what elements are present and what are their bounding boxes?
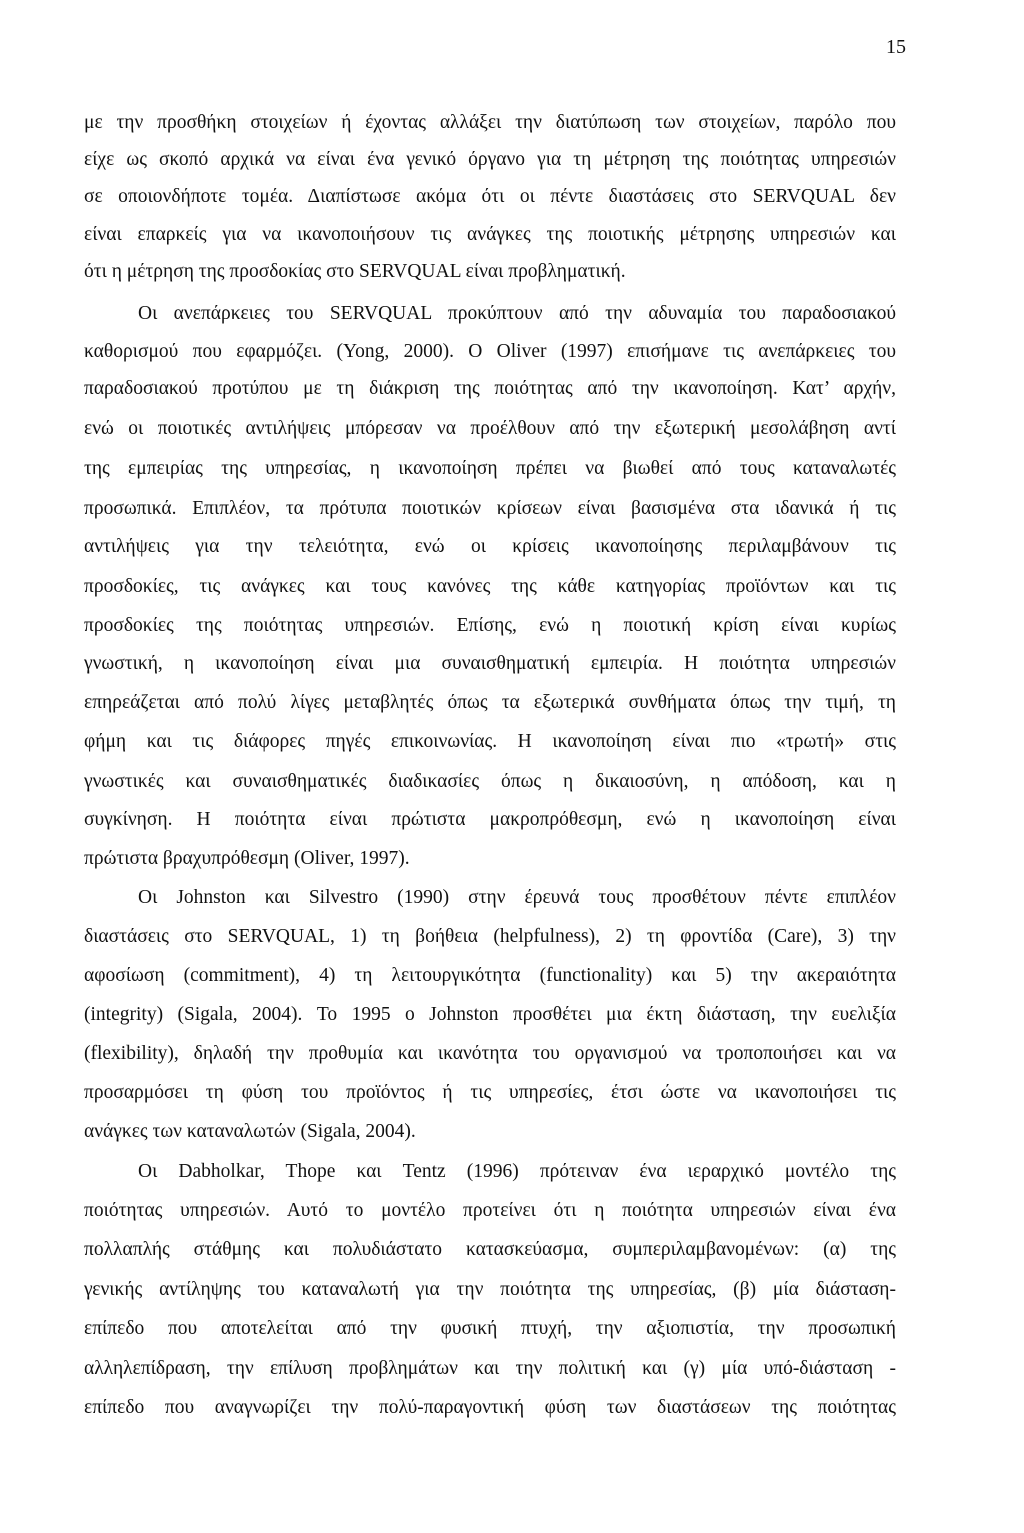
text-line: Οι Dabholkar, Thope και Tentz (1996) πρότειναν ένα ιεραρχικό μοντέλο της	[138, 1161, 896, 1182]
text-line: φήμη και τις διάφορες πηγές επικοινωνίας. Η ικανοποίηση είναι πιο «τρωτή» στις	[84, 731, 896, 752]
text-line: επίπεδο που αναγνωρίζει την πολύ-παραγοντική φύση των διαστάσεων της ποιότητας	[84, 1397, 896, 1418]
text-line: προσδοκίες, τις ανάγκες και τους κανόνες της κάθε κατηγορίας προϊόντων και τις	[84, 576, 896, 597]
text-line: συγκίνηση. Η ποιότητα είναι πρώτιστα μακροπρόθεσμη, ενώ η ικανοποίηση είναι	[84, 809, 896, 830]
text-line: παραδοσιακού προτύπου με τη διάκριση της ποιότητας από την ικανοποίηση. Κατ’ αρχήν,	[84, 378, 896, 399]
text-line: πρώτιστα βραχυπρόθεσμη (Oliver, 1997).	[84, 848, 410, 869]
text-line: επίπεδο που αποτελείται από την φυσική πτυχή, την αξιοπιστία, την προσωπική	[84, 1318, 896, 1339]
text-line: ενώ οι ποιοτικές αντιλήψεις μπόρεσαν να προέλθουν από την εξωτερική μεσολάβηση αντί	[84, 418, 896, 439]
text-line: πολλαπλής στάθμης και πολυδιάστατο κατασκεύασμα, συμπεριλαμβανομένων: (α) της	[84, 1239, 896, 1260]
text-line: Οι ανεπάρκειες του SERVQUAL προκύπτουν από την αδυναμία του παραδοσιακού	[138, 303, 896, 324]
text-line: (flexibility), δηλαδή την προθυμία και ικανότητα του οργανισμού να τροποποιήσει και να	[84, 1043, 896, 1064]
text-line: γενικής αντίληψης του καταναλωτή για την ποιότητα της υπηρεσίας, (β) μία διάσταση-	[84, 1279, 896, 1300]
text-line: της εμπειρίας της υπηρεσίας, η ικανοποίηση πρέπει να βιωθεί από τους καταναλωτές	[84, 458, 896, 479]
text-line: διαστάσεις στο SERVQUAL, 1) τη βοήθεια (helpfulness), 2) τη φροντίδα (Care), 3) την	[84, 926, 896, 947]
text-line: προσωπικά. Επιπλέον, τα πρότυπα ποιοτικών κρίσεων είναι βασισμένα στα ιδανικά ή τις	[84, 498, 896, 519]
text-line: είναι επαρκείς για να ικανοποιήσουν τις ανάγκες της ποιοτικής μέτρησης υπηρεσιών και	[84, 224, 896, 245]
text-line: αφοσίωση (commitment), 4) τη λειτουργικότητα (functionality) και 5) την ακεραιότητα	[84, 965, 896, 986]
text-line: ανάγκες των καταναλωτών (Sigala, 2004).	[84, 1121, 416, 1142]
text-line: γνωστικές και συναισθηματικές διαδικασίες όπως η δικαιοσύνη, η απόδοση, και η	[84, 771, 896, 792]
text-line: Οι Johnston και Silvestro (1990) στην έρευνά τους προσθέτουν πέντε επιπλέον	[138, 887, 896, 908]
text-line: αντιλήψεις για την τελειότητα, ενώ οι κρίσεις ικανοποίησης περιλαμβάνουν τις	[84, 536, 896, 557]
page-number: 15	[886, 36, 906, 58]
text-line: προσδοκίες της ποιότητας υπηρεσιών. Επίσης, ενώ η ποιοτική κρίση είναι κυρίως	[84, 615, 896, 636]
text-line: είχε ως σκοπό αρχικά να είναι ένα γενικό όργανο για τη μέτρηση της ποιότητας υπηρεσιών	[84, 149, 896, 170]
text-line: με την προσθήκη στοιχείων ή έχοντας αλλάξει την διατύπωση των στοιχείων, παρόλο που	[84, 112, 896, 133]
text-line: σε οποιονδήποτε τομέα. Διαπίστωσε ακόμα ότι οι πέντε διαστάσεις στο SERVQUAL δεν	[84, 186, 896, 207]
text-line: ότι η μέτρηση της προσδοκίας στο SERVQUAL είναι προβληματική.	[84, 261, 626, 282]
text-line: αλληλεπίδραση, την επίλυση προβλημάτων και την πολιτική και (γ) μία υπό-διάσταση -	[84, 1358, 896, 1379]
text-line: προσαρμόσει τη φύση του προϊόντος ή τις υπηρεσίες, έτσι ώστε να ικανοποιήσει τις	[84, 1082, 896, 1103]
text-line: γνωστική, η ικανοποίηση είναι μια συναισθηματική εμπειρία. Η ποιότητα υπηρεσιών	[84, 653, 896, 674]
text-line: επηρεάζεται από πολύ λίγες μεταβλητές όπως τα εξωτερικά συνθήματα όπως την τιμή, τη	[84, 692, 896, 713]
text-line: (integrity) (Sigala, 2004). Το 1995 ο Johnston προσθέτει μια έκτη διάσταση, την ευελιξία	[84, 1004, 896, 1025]
text-line: καθορισμού που εφαρμόζει. (Yong, 2000). Ο Oliver (1997) επισήμανε τις ανεπάρκειες του	[84, 341, 896, 362]
text-line: ποιότητας υπηρεσιών. Αυτό το μοντέλο προτείνει ότι η ποιότητα υπηρεσιών είναι ένα	[84, 1200, 896, 1221]
